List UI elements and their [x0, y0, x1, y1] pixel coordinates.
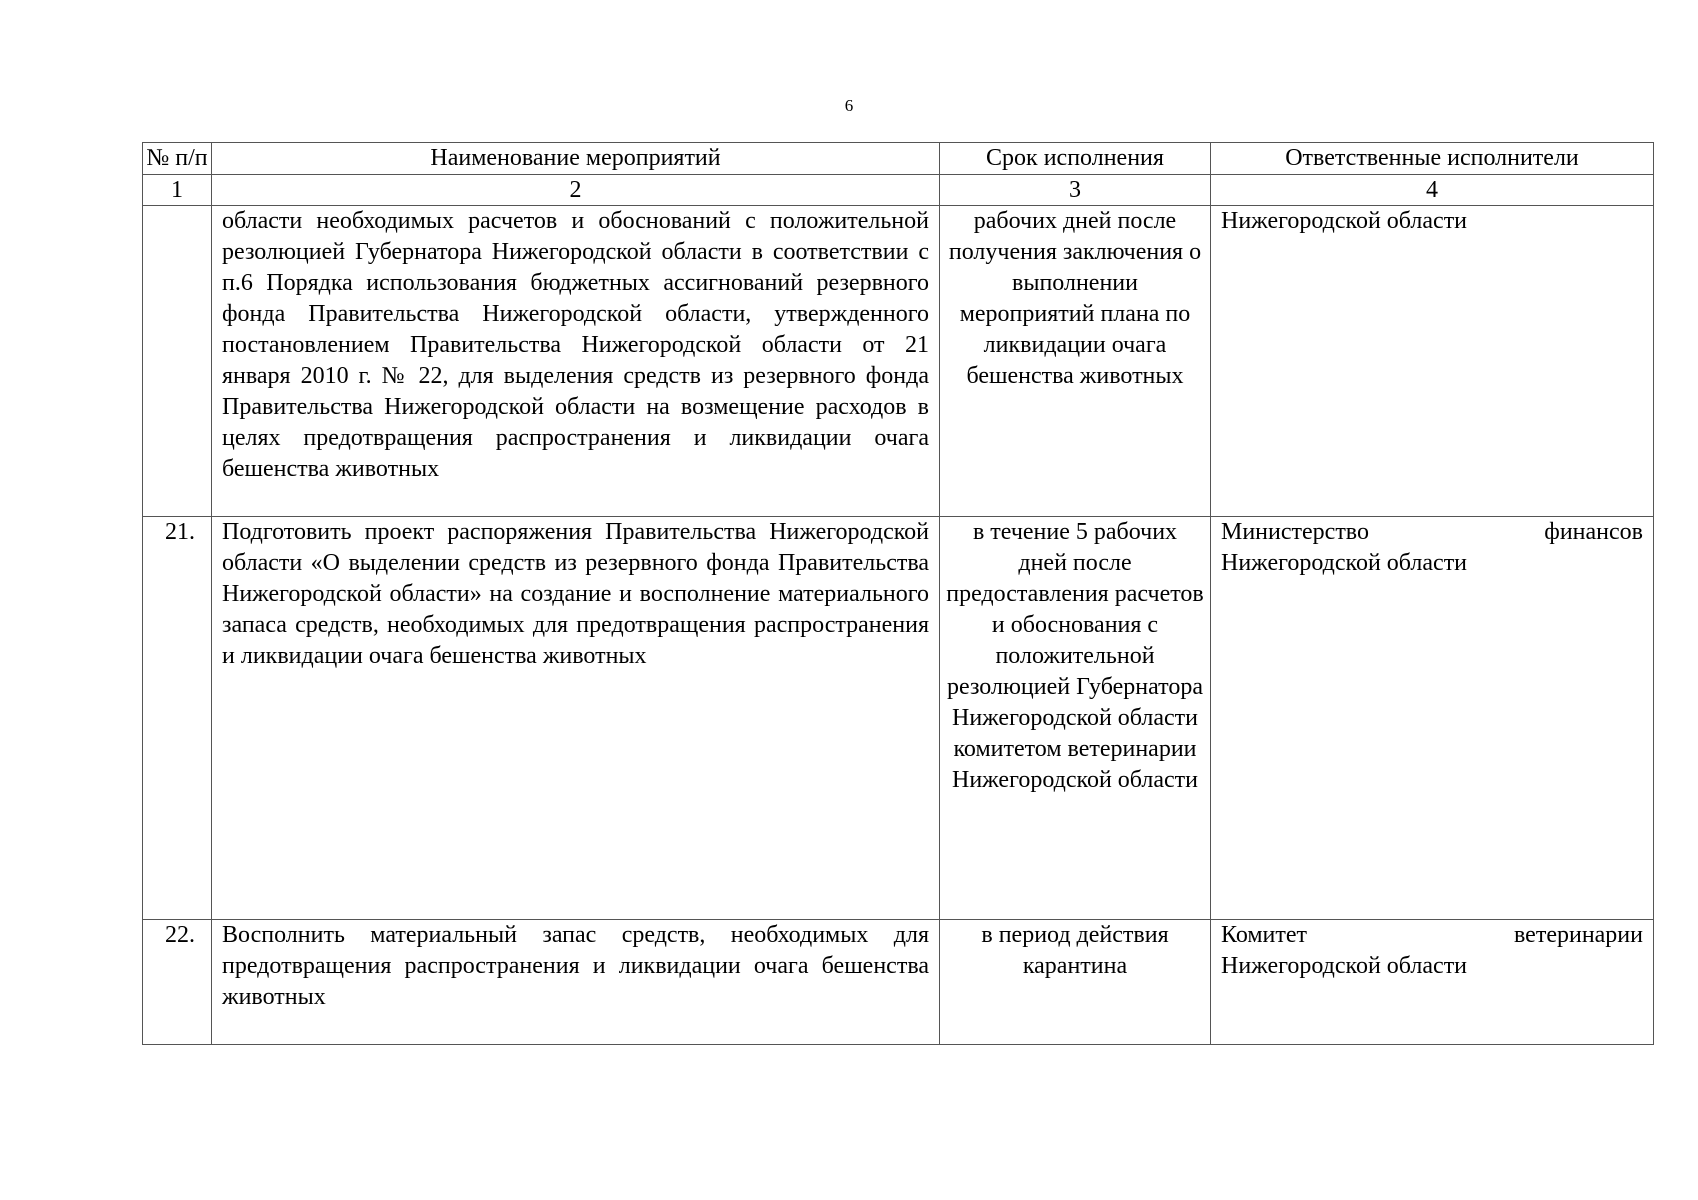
- table-header-row: [143, 143, 1654, 175]
- row-name: Восполнить материальный запас средств, необходимых для предотвращения распространения и ликвидации очага бешенства животных: [212, 920, 940, 1045]
- responsible-line: Нижегородской области: [1221, 953, 1468, 979]
- column-number: 1: [143, 175, 212, 206]
- row-responsible: [1211, 517, 1654, 920]
- column-number: 4: [1211, 175, 1654, 206]
- header-term: Срок исполнения: [940, 143, 1211, 175]
- row-responsible: [1211, 920, 1654, 1045]
- action-plan-table: [142, 142, 1654, 1045]
- row-term: рабочих дней после получения заключения о выполнении мероприятий плана по ликвидации очага бешенства животных: [940, 206, 1211, 517]
- row-num: [143, 920, 212, 1045]
- header-responsible: Ответственные исполнители: [1211, 143, 1654, 175]
- row-term: в период действия карантина: [940, 920, 1211, 1045]
- row-name: Подготовить проект распоряжения Правительства Нижегородской области «О выделении средств из резервного фонда Правительства Нижегородской области» на создание и восполнение материального запаса средств, необходимых для предотвращения распространения и ликвидации очага бешенства животных: [212, 517, 940, 920]
- column-numbers-row: [143, 175, 1654, 206]
- row-term: в течение 5 рабочих дней после предоставления расчетов и обоснования с положительной резолюцией Губернатора Нижегородской области комитетом ветеринарии Нижегородской области: [940, 517, 1211, 920]
- responsible-line: Комитет ветеринарии: [1221, 922, 1643, 948]
- header-num: № п/п: [143, 143, 212, 175]
- row-num-text: 21.: [165, 519, 195, 545]
- table-row: [143, 517, 1654, 920]
- header-name: Наименование мероприятий: [212, 143, 940, 175]
- row-responsible: Нижегородской области: [1211, 206, 1654, 517]
- row-num: [143, 517, 212, 920]
- responsible-line: Нижегородской области: [1221, 550, 1468, 576]
- responsible-line: Министерство финансов: [1221, 519, 1643, 545]
- row-name: области необходимых расчетов и обоснований с положительной резолюцией Губернатора Нижегородской области в соответствии с п.6 Порядка использования бюджетных ассигнований резервного фонда Правительства Нижегородской области, утвержденного постановлением Правительства Нижегородской области от 21 января 2010 г. № 22, для выделения средств из резервного фонда Правительства Нижегородской области на возмещение расходов в целях предотвращения распространения и ликвидации очага бешенства животных: [212, 206, 940, 517]
- page-number: 6: [844, 96, 854, 115]
- column-number: 3: [940, 175, 1211, 206]
- table-row: [143, 206, 1654, 517]
- table-row: [143, 920, 1654, 1045]
- row-num: [143, 206, 212, 517]
- column-number: 2: [212, 175, 940, 206]
- row-num-text: 22.: [165, 922, 195, 948]
